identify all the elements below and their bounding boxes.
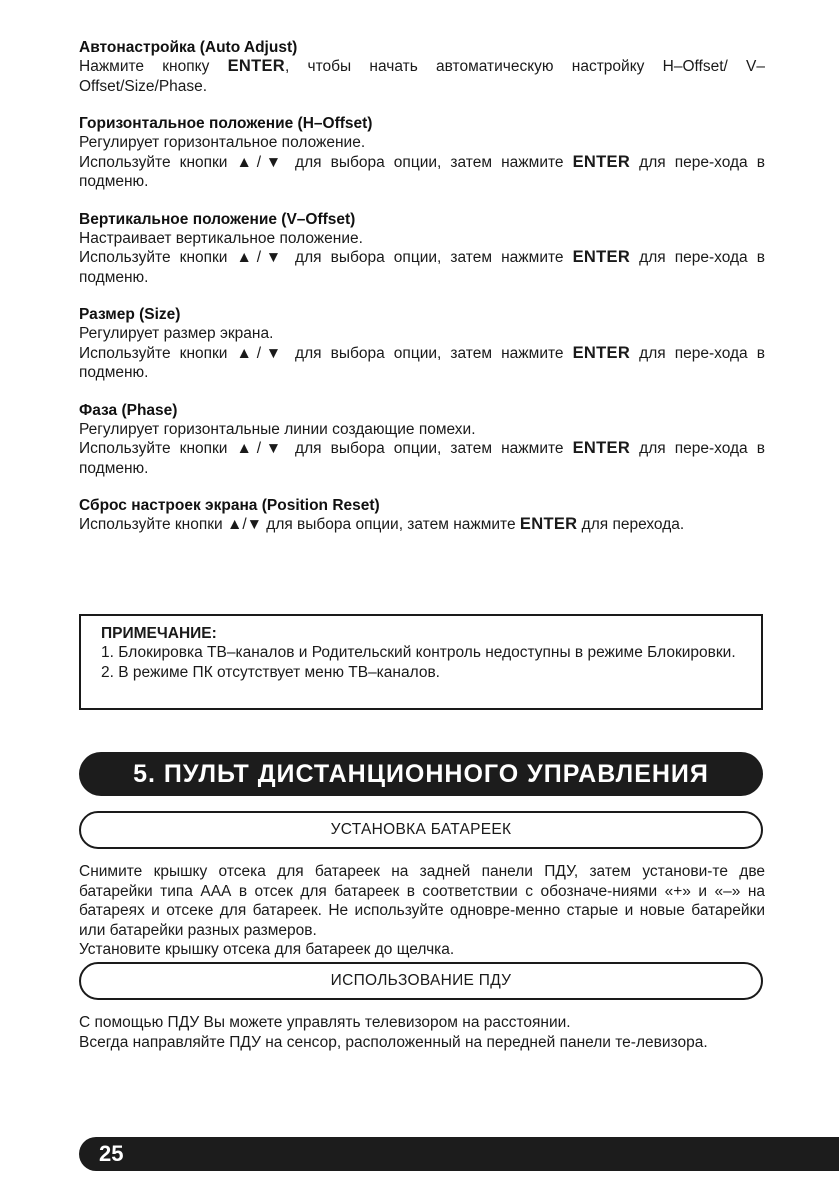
enter-key-label: ENTER bbox=[572, 343, 631, 362]
section-auto-adjust bbox=[79, 38, 765, 96]
section-text: Используйте кнопки ▲/▼ для выбора опции, затем нажмите ENTER для пере-хода в подменю. bbox=[79, 248, 765, 286]
note-box bbox=[79, 614, 763, 710]
enter-key-label: ENTER bbox=[519, 515, 578, 533]
section-title: Сброс настроек экрана (Position Reset) bbox=[79, 497, 380, 514]
page-number: 25 bbox=[99, 1141, 124, 1166]
section-v-offset bbox=[79, 210, 765, 288]
enter-key-label: ENTER bbox=[572, 248, 631, 266]
settings-sections bbox=[79, 38, 765, 553]
section-desc: Регулирует горизонтальное положение. bbox=[79, 134, 366, 151]
usage-text: С помощью ПДУ Вы можете управлять телевизором на расстоянии. bbox=[79, 1014, 571, 1031]
section-position-reset bbox=[79, 496, 765, 535]
chapter-banner bbox=[79, 752, 763, 796]
section-text: Используйте кнопки ▲/▼ для выбора опции, затем нажмите ENTER для пере-хода в подменю. bbox=[79, 152, 765, 190]
section-h-offset bbox=[79, 114, 765, 192]
section-text: Используйте кнопки ▲/▼ для выбора опции, затем нажмите ENTER для пере-хода в подменю. bbox=[79, 343, 765, 381]
section-desc: Настраивает вертикальное положение. bbox=[79, 229, 363, 247]
usage-text-2: Всегда направляйте ПДУ на сенсор, расположенный на передней панели те-левизора. bbox=[79, 1033, 708, 1051]
note-item: 2. В режиме ПК отсутствует меню ТВ–каналов. bbox=[101, 663, 440, 681]
section-text: Используйте кнопки ▲/▼ для выбора опции, затем нажмите ENTER для перехода. bbox=[79, 515, 685, 533]
section-title: Размер (Size) bbox=[79, 306, 181, 323]
section-title: Вертикальное положение (V–Offset) bbox=[79, 210, 356, 228]
note-item: 1. Блокировка ТВ–каналов и Родительский контроль недоступны в режиме Блокировки. bbox=[101, 644, 736, 661]
enter-key-label: ENTER bbox=[227, 57, 285, 75]
chapter-title: 5. ПУЛЬТ ДИСТАНЦИОННОГО УПРАВЛЕНИЯ bbox=[133, 759, 709, 788]
enter-key-label: ENTER bbox=[572, 439, 631, 457]
usage-heading-label: ИСПОЛЬЗОВАНИЕ ПДУ bbox=[330, 972, 512, 989]
section-desc: Регулирует горизонтальные линии создающие помехи. bbox=[79, 420, 476, 438]
battery-heading-label: УСТАНОВКА БАТАРЕЕК bbox=[330, 821, 512, 838]
section-desc: Регулирует размер экрана. bbox=[79, 325, 274, 342]
battery-text: Снимите крышку отсека для батареек на задней панели ПДУ, затем установи-те две батарейки типа ААА в отсек для батареек в соответствии с обозначе-ниями «+» и «–» на батареях и отсеке для батареек. Не используйте одновре-менно старые и новые батарейки или батарейки разных размеров. bbox=[79, 863, 765, 939]
section-title: Автонастройка (Auto Adjust) bbox=[79, 39, 298, 56]
note-title: ПРИМЕЧАНИЕ: bbox=[101, 625, 217, 642]
battery-heading bbox=[79, 811, 763, 849]
battery-instructions bbox=[79, 862, 765, 960]
section-text: Нажмите кнопку ENTER, чтобы начать автоматическую настройку H–Offset/ V–Offset/Size/Phase. bbox=[79, 57, 766, 95]
battery-text-2: Установите крышку отсека для батареек до щелчка. bbox=[79, 941, 455, 958]
enter-key-label: ENTER bbox=[572, 152, 631, 171]
usage-heading bbox=[79, 962, 763, 1000]
section-title: Горизонтальное положение (H–Offset) bbox=[79, 115, 373, 132]
usage-instructions bbox=[79, 1013, 765, 1052]
section-title: Фаза (Phase) bbox=[79, 401, 178, 419]
page-footer-bar bbox=[79, 1137, 839, 1171]
section-text: Используйте кнопки ▲/▼ для выбора опции, затем нажмите ENTER для пере-хода в подменю. bbox=[79, 439, 765, 477]
section-phase bbox=[79, 401, 765, 479]
section-size bbox=[79, 305, 765, 383]
